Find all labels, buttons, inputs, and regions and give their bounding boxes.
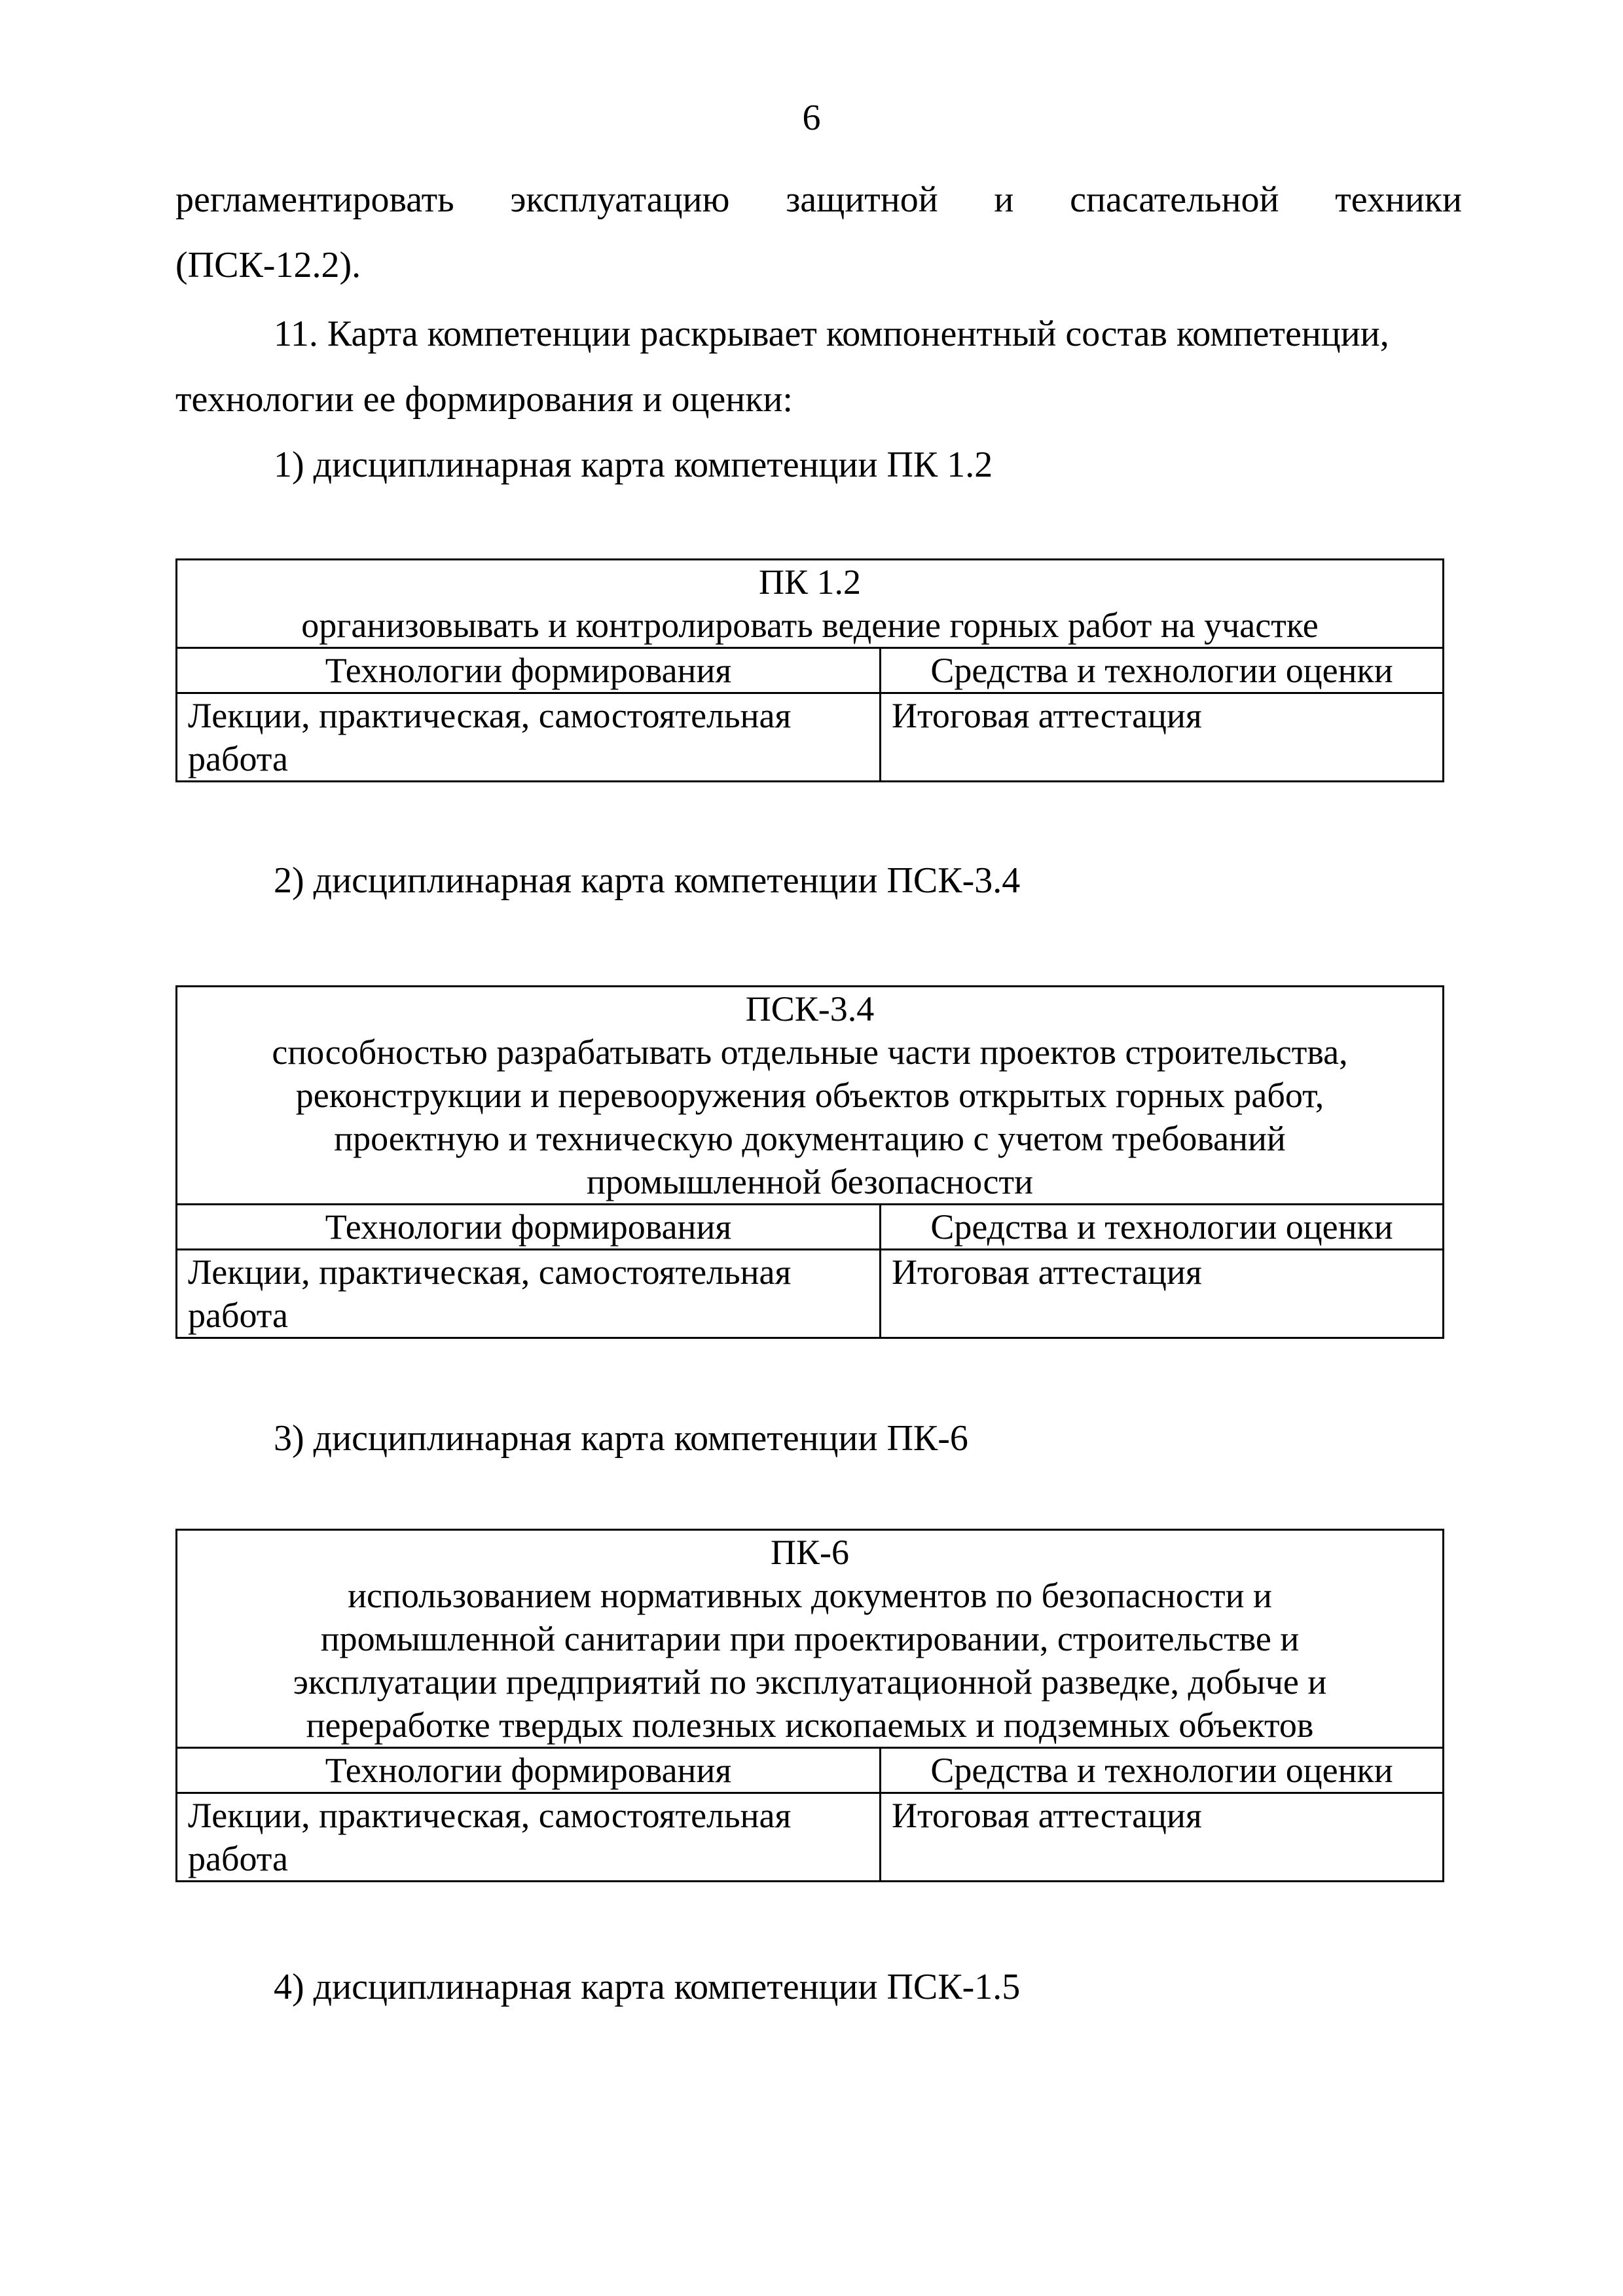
cell-assessment: Итоговая аттестация — [881, 693, 1444, 782]
col-header-technologies: Технологии формирования — [177, 1205, 881, 1250]
competency-table-2 — [175, 985, 1444, 1339]
competency-description-line: промышленной санитарии при проектировании, строительстве и — [320, 1619, 1300, 1658]
competency-code: ПСК-3.4 — [745, 989, 875, 1029]
cell-assessment: Итоговая аттестация — [881, 1250, 1444, 1338]
col-header-technologies: Технологии формирования — [177, 1748, 881, 1793]
caption-3: 3) дисциплинарная карта компетенции ПК-6 — [274, 1418, 968, 1459]
competency-description-line: использованием нормативных документов по безопасности и — [348, 1576, 1272, 1615]
intro-line-2: (ПСК-12.2). — [175, 245, 361, 285]
col-header-assessment: Средства и технологии оценки — [881, 648, 1444, 693]
intro-word: и — [994, 179, 1014, 220]
caption-4: 4) дисциплинарная карта компетенции ПСК-1.5 — [274, 1967, 1021, 2007]
intro-word: спасательной — [1070, 179, 1279, 220]
competency-description-line: проектную и техническую документацию с учетом требований — [334, 1119, 1286, 1158]
competency-table-1 — [175, 558, 1444, 782]
intro-word: эксплуатацию — [510, 179, 730, 220]
paragraph-11-line-2: технологии ее формирования и оценки: — [175, 379, 793, 420]
intro-word: регламентировать — [175, 179, 454, 220]
competency-description-line: способностью разрабатывать отдельные части проектов строительства, — [272, 1032, 1348, 1072]
intro-line-1 — [175, 177, 1462, 223]
cell-technologies: Лекции, практическая, самостоятельная работа — [177, 1793, 881, 1882]
competency-description-line: организовывать и контролировать ведение горных работ на участке — [301, 606, 1319, 645]
intro-word: защитной — [786, 179, 938, 220]
intro-word: техники — [1335, 179, 1462, 220]
competency-code: ПК 1.2 — [758, 562, 861, 602]
competency-description-line: эксплуатации предприятий по эксплуатационной разведке, добыче и — [293, 1662, 1327, 1702]
competency-code: ПК-6 — [771, 1533, 849, 1572]
table-header-cell — [177, 987, 1444, 1205]
cell-assessment: Итоговая аттестация — [881, 1793, 1444, 1882]
cell-technologies: Лекции, практическая, самостоятельная работа — [177, 1250, 881, 1338]
page-number: 6 — [802, 98, 821, 138]
paragraph-11-line-1: 11. Карта компетенции раскрывает компонентный состав компетенции, — [274, 314, 1389, 354]
caption-1: 1) дисциплинарная карта компетенции ПК 1.2 — [274, 445, 993, 485]
caption-2: 2) дисциплинарная карта компетенции ПСК-3.4 — [274, 860, 1021, 901]
competency-table-3 — [175, 1529, 1444, 1882]
table-header-cell — [177, 560, 1444, 648]
competency-description-line: промышленной безопасности — [587, 1162, 1033, 1201]
col-header-assessment: Средства и технологии оценки — [881, 1748, 1444, 1793]
competency-description-line: реконструкции и перевооружения объектов открытых горных работ, — [295, 1076, 1324, 1115]
competency-description-line: переработке твердых полезных ископаемых и подземных объектов — [306, 1705, 1314, 1745]
col-header-assessment: Средства и технологии оценки — [881, 1205, 1444, 1250]
col-header-technologies: Технологии формирования — [177, 648, 881, 693]
table-header-cell — [177, 1530, 1444, 1748]
cell-technologies: Лекции, практическая, самостоятельная работа — [177, 693, 881, 782]
